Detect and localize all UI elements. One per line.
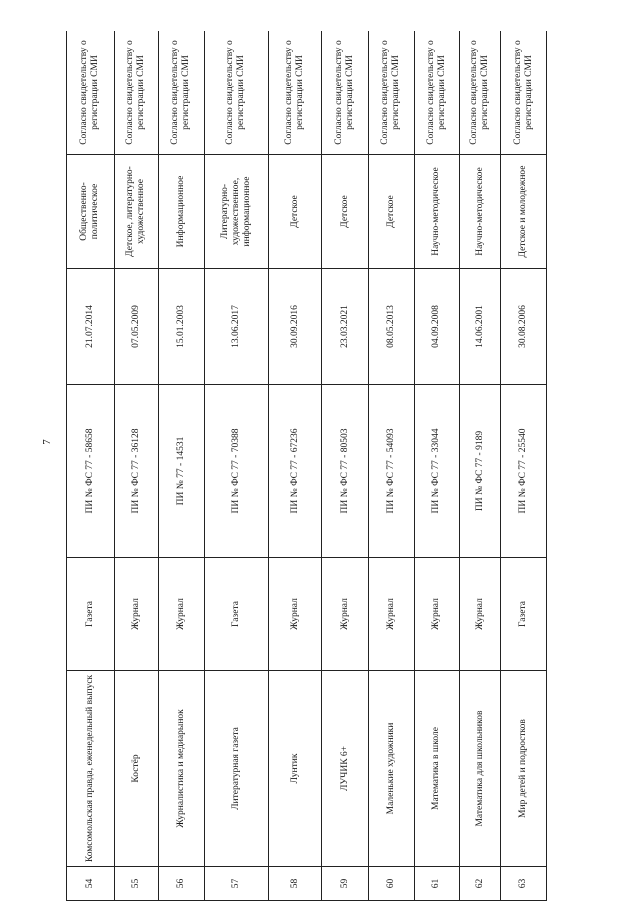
publication-type-cell: Журнал — [159, 558, 205, 671]
registration-date-cell: 21.07.2014 — [67, 269, 115, 385]
rotated-page-content — [66, 31, 547, 901]
row-number-cell: 63 — [501, 867, 547, 901]
territory-note-cell: Согласно свидетельству о регистрации СМИ — [322, 31, 369, 155]
row-number-cell: 56 — [159, 867, 205, 901]
publication-title-cell: Мир детей и подростков — [501, 671, 547, 867]
registration-number-cell: ПИ № ФС 77 - 36128 — [114, 385, 158, 558]
specialization-cell: Детское — [369, 155, 415, 269]
row-number-cell: 54 — [67, 867, 115, 901]
table-row — [322, 31, 369, 901]
publication-title-cell: Математика для школьников — [460, 671, 501, 867]
table-row — [159, 31, 205, 901]
publication-type-cell: Газета — [204, 558, 268, 671]
registration-date-cell: 14.06.2001 — [460, 269, 501, 385]
row-number-cell: 61 — [414, 867, 460, 901]
table-row — [114, 31, 158, 901]
specialization-cell: Детское и молодежное — [501, 155, 547, 269]
territory-note-cell: Согласно свидетельству о регистрации СМИ — [501, 31, 547, 155]
table-row — [460, 31, 501, 901]
registration-number-cell: ПИ № ФС 77 - 33044 — [414, 385, 460, 558]
publication-type-cell: Журнал — [322, 558, 369, 671]
registration-date-cell: 30.09.2016 — [268, 269, 322, 385]
table-body — [67, 31, 547, 901]
registration-number-cell: ПИ № ФС 77 - 80503 — [322, 385, 369, 558]
registration-date-cell: 30.08.2006 — [501, 269, 547, 385]
registration-date-cell: 13.06.2017 — [204, 269, 268, 385]
registration-number-cell: ПИ № 77 - 14531 — [159, 385, 205, 558]
registration-date-cell: 08.05.2013 — [369, 269, 415, 385]
publication-title-cell: Костёр — [114, 671, 158, 867]
table-row — [67, 31, 115, 901]
media-registry-table — [66, 31, 547, 901]
row-number-cell: 60 — [369, 867, 415, 901]
registration-number-cell: ПИ № ФС 77 - 67236 — [268, 385, 322, 558]
row-number-cell: 57 — [204, 867, 268, 901]
specialization-cell: Научно-методическое — [414, 155, 460, 269]
territory-note-cell: Согласно свидетельству о регистрации СМИ — [268, 31, 322, 155]
registration-number-cell: ПИ № ФС 77 - 70388 — [204, 385, 268, 558]
publication-title-cell: Комсомольская правда, еженедельный выпуск — [67, 671, 115, 867]
specialization-cell: Научно-методическое — [460, 155, 501, 269]
territory-note-cell: Согласно свидетельству о регистрации СМИ — [159, 31, 205, 155]
territory-note-cell: Согласно свидетельству о регистрации СМИ — [204, 31, 268, 155]
table-row — [369, 31, 415, 901]
registration-date-cell: 15.01.2003 — [159, 269, 205, 385]
publication-title-cell: ЛУЧИК 6+ — [322, 671, 369, 867]
registration-date-cell: 04.09.2008 — [414, 269, 460, 385]
publication-type-cell: Журнал — [114, 558, 158, 671]
publication-title-cell: Маленькие художники — [369, 671, 415, 867]
table-row — [268, 31, 322, 901]
publication-title-cell: Математика в школе — [414, 671, 460, 867]
registration-number-cell: ПИ № ФС 77 - 58658 — [67, 385, 115, 558]
publication-type-cell: Газета — [501, 558, 547, 671]
registration-date-cell: 23.03.2021 — [322, 269, 369, 385]
table-row — [501, 31, 547, 901]
registry-table-region — [66, 31, 547, 901]
specialization-cell: Детское — [268, 155, 322, 269]
row-number-cell: 62 — [460, 867, 501, 901]
row-number-cell: 55 — [114, 867, 158, 901]
registration-number-cell: ПИ № ФС 77 - 25540 — [501, 385, 547, 558]
page-number: 7 — [41, 439, 53, 445]
specialization-cell: Детское, литературно-художественное — [114, 155, 158, 269]
row-number-cell: 58 — [268, 867, 322, 901]
publication-type-cell: Журнал — [268, 558, 322, 671]
territory-note-cell: Согласно свидетельству о регистрации СМИ — [67, 31, 115, 155]
publication-title-cell: Лунтик — [268, 671, 322, 867]
registration-number-cell: ПИ № ФС 77 - 54093 — [369, 385, 415, 558]
publication-type-cell: Журнал — [414, 558, 460, 671]
specialization-cell: Информационное — [159, 155, 205, 269]
territory-note-cell: Согласно свидетельству о регистрации СМИ — [460, 31, 501, 155]
row-number-cell: 59 — [322, 867, 369, 901]
specialization-cell: Детское — [322, 155, 369, 269]
territory-note-cell: Согласно свидетельству о регистрации СМИ — [114, 31, 158, 155]
territory-note-cell: Согласно свидетельству о регистрации СМИ — [414, 31, 460, 155]
table-row — [414, 31, 460, 901]
specialization-cell: Общественно-политическое — [67, 155, 115, 269]
publication-type-cell: Журнал — [460, 558, 501, 671]
table-row — [204, 31, 268, 901]
registration-date-cell: 07.05.2009 — [114, 269, 158, 385]
publication-title-cell: Журналистика и медиарынок — [159, 671, 205, 867]
publication-type-cell: Газета — [67, 558, 115, 671]
registration-number-cell: ПИ № ФС 77 - 9189 — [460, 385, 501, 558]
publication-title-cell: Литературная газета — [204, 671, 268, 867]
specialization-cell: Литературно-художественное, информационное — [204, 155, 268, 269]
territory-note-cell: Согласно свидетельству о регистрации СМИ — [369, 31, 415, 155]
publication-type-cell: Журнал — [369, 558, 415, 671]
